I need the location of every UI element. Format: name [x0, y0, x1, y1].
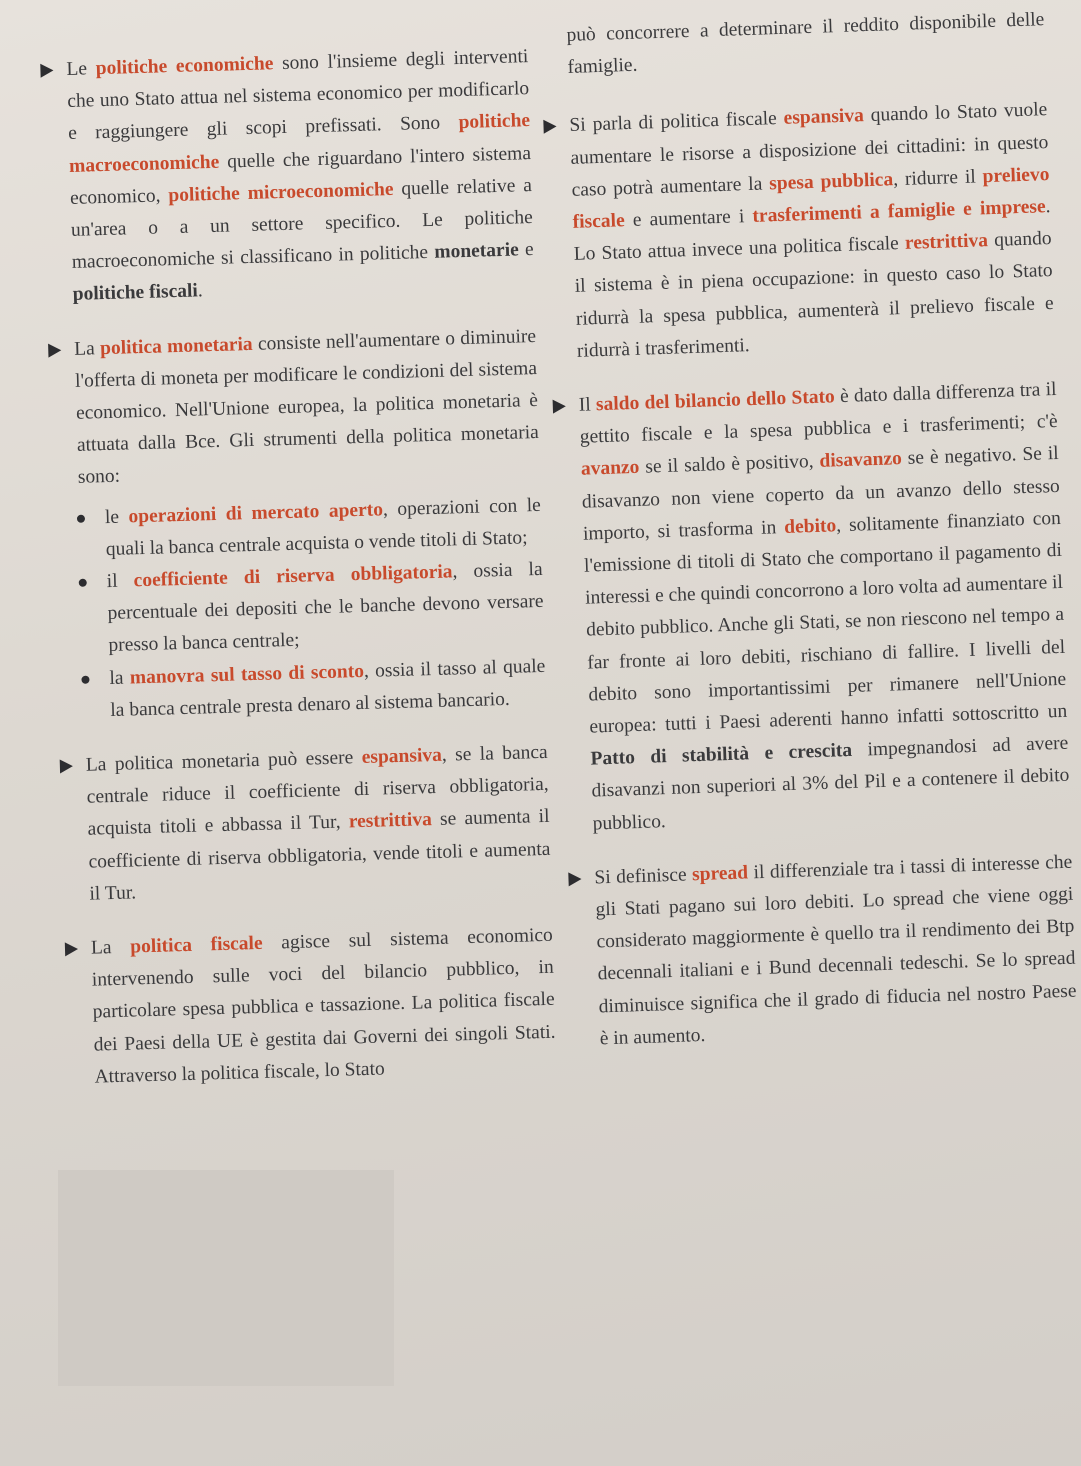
- text: , ossia il tasso al quale la banca centrale presta denaro al sistema bancario.: [110, 655, 546, 721]
- term-saldo-bilancio: saldo del bilancio dello Stato: [595, 386, 836, 416]
- term-spesa-pubblica: spesa pubblica: [768, 169, 894, 195]
- term-debito: debito: [783, 515, 837, 538]
- strumenti-list: [79, 490, 547, 728]
- list-item: [80, 554, 545, 663]
- text: consiste nell'aumentare o diminuire l'offerta di moneta per modificare le condizioni del sistema economico. Nell'Unione europea, la politica monetaria è attuata dalla Bce. Gli strumenti della politica monetaria sono:: [74, 325, 540, 489]
- term-restrittiva: restrittiva: [904, 230, 989, 255]
- term-politica-monetaria: politica monetaria: [99, 333, 253, 359]
- paragraph-politica-fiscale: [91, 920, 557, 1094]
- text: Si parla di politica fiscale: [569, 108, 784, 137]
- paragraph-fiscale-espansiva: [569, 95, 1055, 368]
- term-politiche-macroeconomiche: politiche macroeconomiche: [68, 110, 531, 177]
- text: la: [109, 667, 131, 689]
- paragraph-monetaria-espansiva: [85, 737, 551, 911]
- text: La: [73, 337, 101, 360]
- text: quando lo Stato vuole aumentare le risorse a disposizione dei cittadini: in questo caso potrà aumentare la: [570, 99, 1049, 201]
- term-politiche-economiche: politiche economiche: [95, 53, 274, 80]
- text: le: [104, 506, 129, 528]
- list-item: [83, 651, 547, 728]
- text: , operazioni con le quali la banca centrale acquista o vende titoli di Stato;: [105, 494, 542, 560]
- text: , se la banca centrale riduce il coefficiente di riserva obbligatoria, acquista titoli e abbassa il Tur,: [86, 741, 549, 841]
- term-operazioni-mercato-aperto: operazioni di mercato aperto: [128, 498, 384, 528]
- text: è dato dalla differenza tra il gettito fiscale e la spesa pubblica e i trasferimenti; c'è: [579, 378, 1058, 448]
- text: se il saldo è positivo,: [639, 451, 820, 479]
- term-patto-stabilita: Patto di stabilità e crescita: [590, 740, 853, 770]
- text: se aumenta il coefficiente di riserva obbligatoria, vende titoli e aumenta il Tur.: [88, 806, 551, 905]
- term-espansiva: espansiva: [783, 105, 865, 130]
- text: La politica monetaria può essere: [85, 747, 362, 776]
- term-politiche-fiscali: politiche fiscali: [72, 280, 199, 306]
- term-disavanzo: disavanzo: [819, 448, 903, 473]
- term-politica-fiscale: politica fiscale: [129, 932, 263, 958]
- term-prelievo-fiscale: prelievo fiscale: [572, 163, 1050, 233]
- text: e aumentare i: [624, 205, 753, 232]
- text: il differenziale tra i tassi di interesse che gli Stati pagano sui loro debiti. Lo spread che viene oggi considerato maggiormente è quello tra il rendimento dei Btp decennali italiani e i Bund decennali tedeschi. Se lo spread diminuisce significa che il grado di fiducia nel nostro Paese è in aumento.: [595, 851, 1077, 1050]
- text: .: [197, 280, 203, 302]
- text: , ossia la percentuale dei depositi che le banche devono versare presso la banca centrale;: [107, 558, 544, 657]
- text: impegnandosi ad avere disavanzi non superiori al 3% del Pil e a contenere il debito pubblico.: [591, 733, 1070, 835]
- text: il: [106, 570, 134, 593]
- paragraph-continuation: può concorrere a determinare il reddito disponibile delle famiglie.: [566, 9, 1045, 79]
- text: quelle che riguardano l'intero sistema economico,: [69, 142, 532, 209]
- term-trasferimenti: trasferimenti a famiglie e imprese: [752, 196, 1046, 227]
- text: Le: [66, 58, 97, 80]
- term-politiche-microeconomiche: politiche microeconomiche: [168, 178, 394, 207]
- text: Il: [578, 394, 597, 416]
- term-monetarie: monetarie: [434, 239, 520, 264]
- text: agisce sul sistema economico intervenendo sulle voci del bilancio pubblico, in particolare spesa pubblica e tassazione. La politica fiscale dei Paesi della UE è gestita dai Governi dei singoli Stati. Attraverso la politica fiscale, lo Stato: [91, 924, 556, 1088]
- term-coefficiente-riserva: coefficiente di riserva obbligatoria: [133, 561, 453, 592]
- left-column: [66, 41, 557, 1116]
- paragraph-politiche-economiche: [66, 41, 535, 311]
- text: sono l'insieme degli interventi che uno Stato attua nel sistema economico per modificarlo e raggiungere gli scopi prefissati. Sono: [67, 46, 530, 145]
- term-avanzo: avanzo: [580, 457, 640, 481]
- text: Si definisce: [594, 864, 693, 889]
- text: se è negativo. Se il disavanzo non viene coperto da un avanzo dello stesso importo, si trasforma in: [581, 443, 1061, 545]
- paragraph-spread: [594, 847, 1078, 1056]
- right-column: [566, 4, 1079, 1077]
- text: quando il sistema è in piena occupazione: in questo caso lo Stato ridurrà la spesa pubblica, aumenterà il prelievo fiscale e ridurrà i trasferimenti.: [574, 228, 1055, 362]
- term-tasso-di-sconto: manovra sul tasso di sconto: [129, 660, 365, 689]
- term-spread: spread: [691, 862, 749, 886]
- paragraph-politica-monetaria: [74, 321, 540, 495]
- text: quelle relative a un'area o a un settore specifico. Le politiche macroeconomiche si classificano in politiche: [70, 174, 534, 274]
- term-espansiva: espansiva: [361, 744, 443, 769]
- paragraph-saldo-bilancio: [578, 374, 1071, 840]
- text: e: [518, 239, 534, 261]
- text: , ridurre il: [892, 166, 983, 191]
- term-restrittiva: restrittiva: [348, 809, 433, 833]
- text: , solitamente finanziato con l'emissione di titoli di Stato che comportano il pagamento di interessi e che quindi concorrono a loro volta ad aumentare il debito pubblico. Anche gli Stati, se non riescono nel tempo a far fronte ai loro debiti, rischiano di fallire. I livelli del debito sono importantissimi per rimanere nell'Unione europea: tutti i Paesi aderenti hanno infatti sottoscritto un: [583, 507, 1068, 738]
- text: La: [90, 936, 131, 959]
- text: . Lo Stato attua invece una politica fiscale: [573, 196, 1051, 266]
- grey-box: [58, 1170, 394, 1386]
